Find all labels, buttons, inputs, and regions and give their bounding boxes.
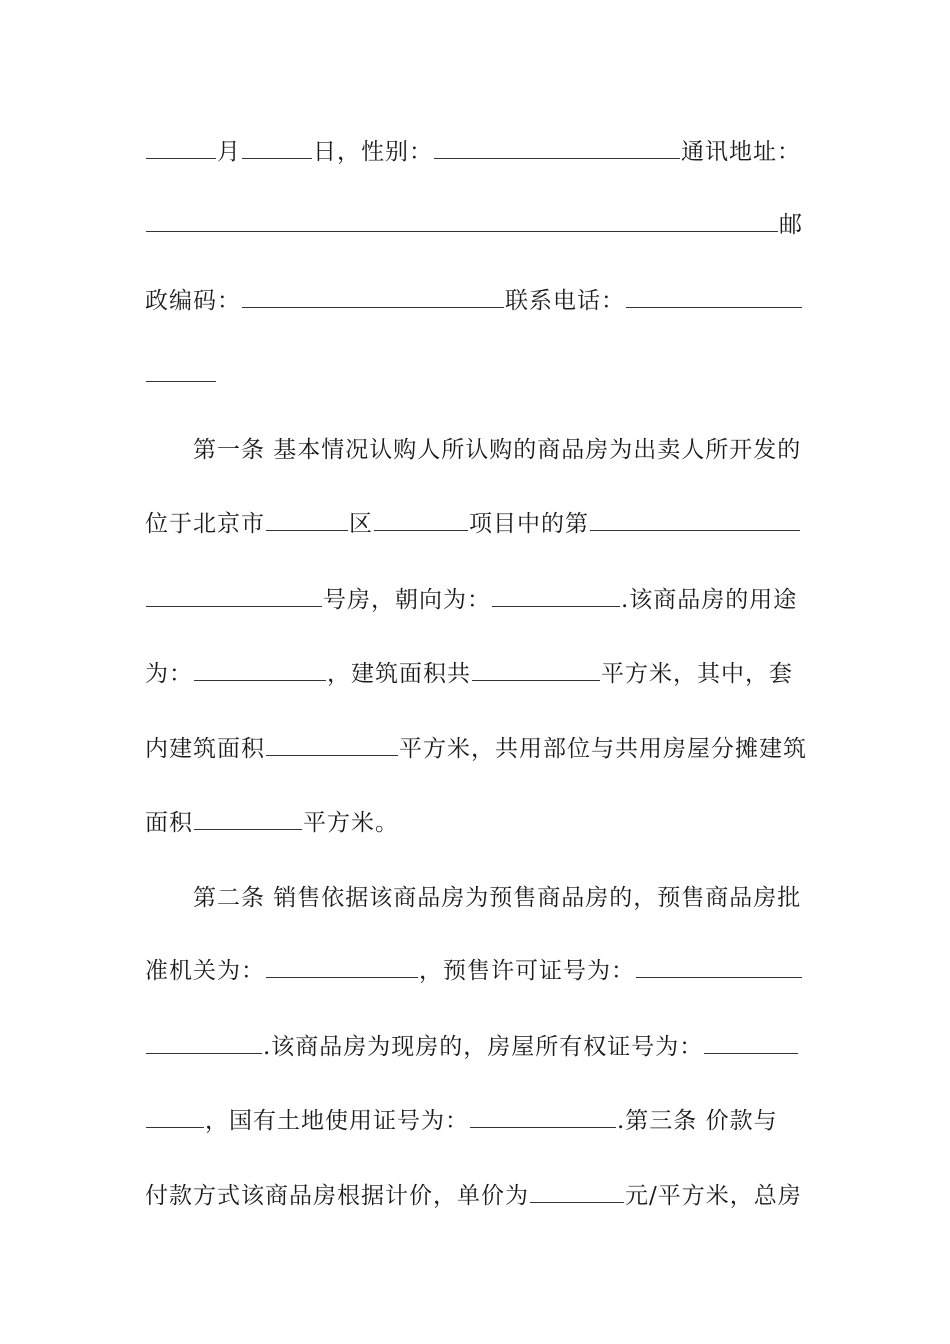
- text-segment: 内建筑面积: [145, 736, 265, 762]
- text-line: [145, 205, 803, 245]
- text-line: [145, 580, 797, 620]
- fill-in-blank[interactable]: [636, 975, 802, 978]
- fill-in-blank[interactable]: [146, 229, 778, 232]
- text-segment: 准机关为：: [145, 958, 265, 984]
- fill-in-blank[interactable]: [266, 528, 348, 531]
- text-segment: 项目中的第: [469, 511, 589, 537]
- fill-in-blank[interactable]: [470, 1125, 616, 1128]
- text-segment: 位于北京市: [145, 511, 265, 537]
- text-line: [145, 132, 801, 172]
- fill-in-blank[interactable]: [194, 678, 326, 681]
- text-line: [145, 951, 803, 991]
- text-segment: 平方米，共用部位与共用房屋分摊建筑: [399, 736, 807, 762]
- text-line: [145, 654, 793, 694]
- fill-in-blank[interactable]: [374, 528, 468, 531]
- text-segment: 第一条 基本情况认购人所认购的商品房为出卖人所开发的: [145, 437, 802, 463]
- text-segment: 第二条 销售依据该商品房为预售商品房的，预售商品房批: [145, 885, 802, 911]
- text-segment: 邮: [779, 212, 803, 238]
- fill-in-blank[interactable]: [146, 379, 216, 382]
- fill-in-blank[interactable]: [472, 678, 600, 681]
- fill-in-blank[interactable]: [266, 975, 418, 978]
- text-segment: 月: [217, 139, 241, 165]
- fill-in-blank[interactable]: [626, 305, 802, 308]
- text-line: [145, 1027, 799, 1067]
- text-segment: 平方米，其中，套: [601, 661, 793, 687]
- fill-in-blank[interactable]: [242, 156, 312, 159]
- fill-in-blank[interactable]: [704, 1051, 798, 1054]
- text-line: [145, 803, 399, 843]
- fill-in-blank[interactable]: [590, 528, 800, 531]
- text-segment: ，建筑面积共: [327, 661, 471, 687]
- fill-in-blank[interactable]: [492, 604, 620, 607]
- fill-in-blank[interactable]: [530, 1200, 624, 1203]
- text-segment: ，国有土地使用证号为：: [205, 1108, 469, 1134]
- fill-in-blank[interactable]: [146, 604, 322, 607]
- fill-in-blank[interactable]: [266, 753, 398, 756]
- text-segment: 区: [349, 511, 373, 537]
- text-segment: 号房，朝向为：: [323, 587, 491, 613]
- fill-in-blank[interactable]: [194, 827, 302, 830]
- fill-in-blank[interactable]: [434, 156, 680, 159]
- text-line: [145, 1101, 778, 1141]
- text-line: [145, 504, 801, 544]
- text-line: [145, 281, 803, 321]
- text-segment: ，预售许可证号为：: [419, 958, 635, 984]
- text-line: [145, 1176, 802, 1216]
- text-segment: .该商品房为现房的，房屋所有权证号为：: [263, 1034, 704, 1060]
- text-segment: .该商品房的用途: [621, 587, 798, 613]
- text-line: [145, 430, 801, 470]
- text-line: [145, 729, 807, 769]
- text-line: [145, 878, 801, 918]
- text-line: [145, 355, 217, 395]
- text-segment: 平方米。: [303, 810, 399, 836]
- text-segment: 联系电话：: [505, 288, 625, 314]
- text-segment: 付款方式该商品房根据计价，单价为: [145, 1183, 529, 1209]
- fill-in-blank[interactable]: [146, 1051, 262, 1054]
- fill-in-blank[interactable]: [242, 305, 504, 308]
- text-segment: 日，性别：: [313, 139, 433, 165]
- text-segment: 政编码：: [145, 288, 241, 314]
- fill-in-blank[interactable]: [146, 156, 216, 159]
- text-segment: 通讯地址：: [681, 139, 801, 165]
- text-segment: 元/平方米，总房: [625, 1183, 802, 1209]
- text-segment: 面积: [145, 810, 193, 836]
- text-segment: 为：: [145, 661, 193, 687]
- fill-in-blank[interactable]: [146, 1125, 204, 1128]
- text-segment: .第三条 价款与: [617, 1108, 778, 1134]
